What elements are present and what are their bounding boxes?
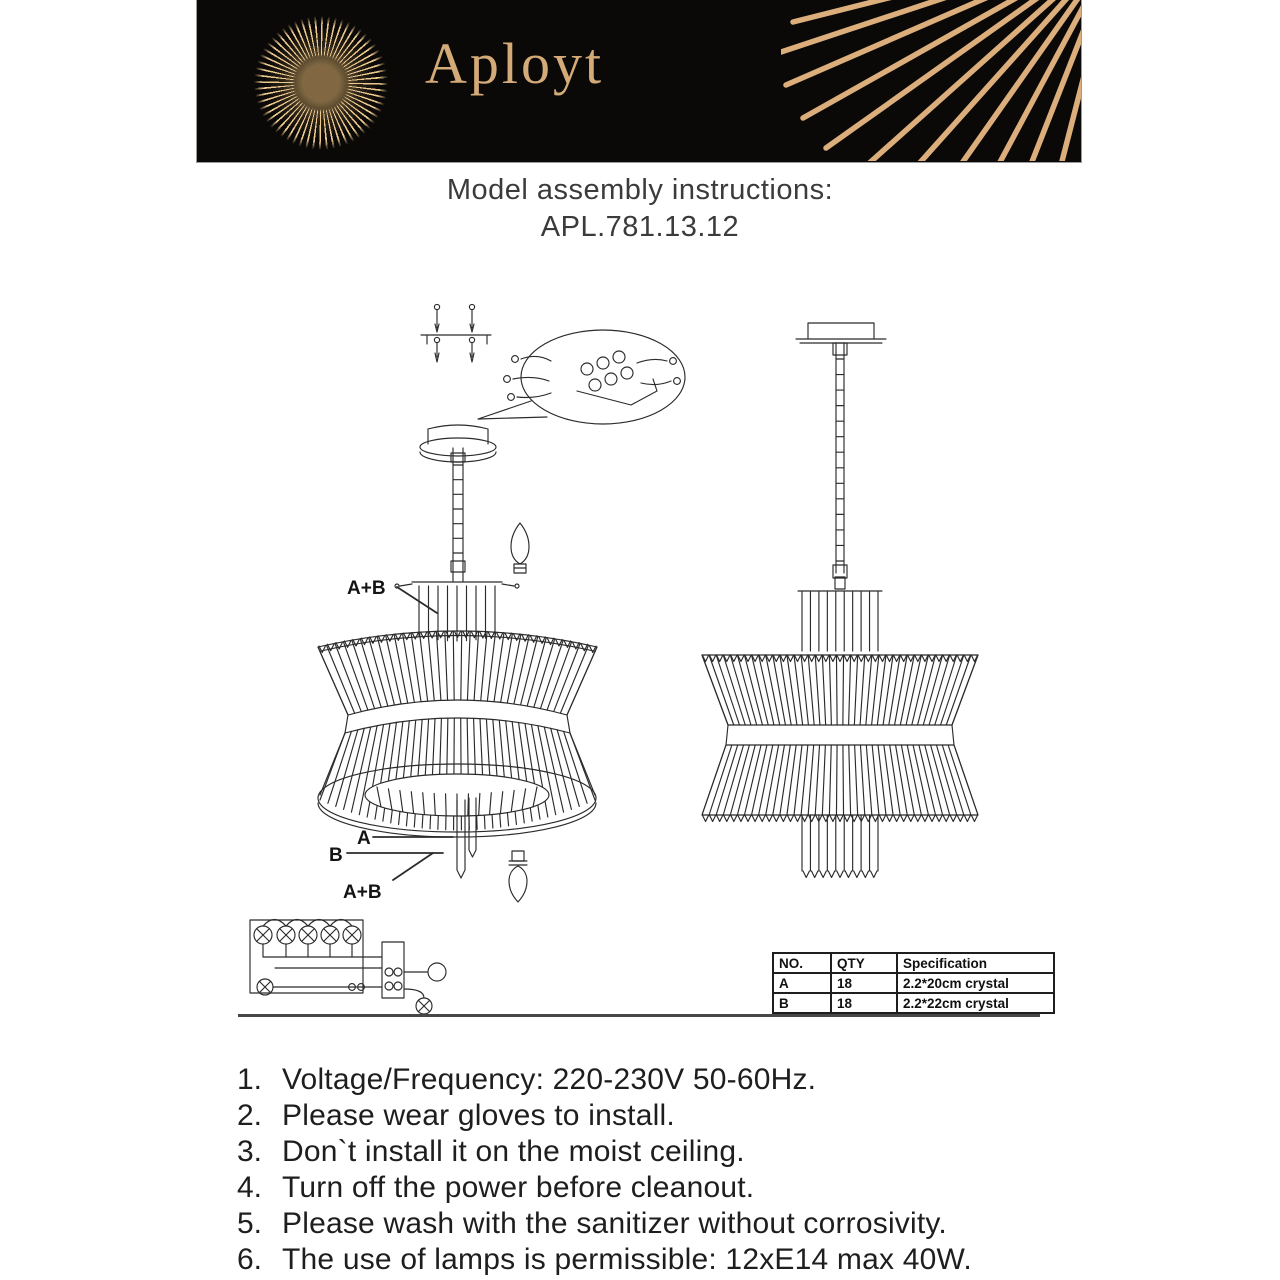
table-row	[773, 973, 1054, 993]
cell-no: A	[773, 973, 831, 993]
cell-spec: 2.2*22cm crystal	[897, 993, 1054, 1013]
candle-bulb-upper	[511, 523, 529, 573]
item-text: Please wear gloves to install.	[282, 1099, 675, 1132]
ceiling-plate	[796, 323, 886, 343]
item-number: 6.	[236, 1243, 262, 1276]
cell-qty: 18	[831, 993, 897, 1013]
list-item	[228, 1206, 972, 1242]
item-text: Turn off the power before cleanout.	[282, 1171, 755, 1204]
list-item	[228, 1062, 972, 1098]
item-text: The use of lamps is permissible: 12xE14 max 40W.	[282, 1243, 972, 1276]
label-crystal-a: A	[357, 828, 371, 849]
page-title: Model assembly instructions:	[446, 174, 834, 206]
cell-qty: 18	[831, 973, 897, 993]
col-header-no: NO.	[773, 953, 831, 973]
candle-bulb-lower	[509, 851, 527, 902]
lamp-symbols	[254, 926, 432, 1014]
exploded-view-diagram	[285, 295, 715, 920]
top-crystal-cluster	[798, 591, 882, 651]
lower-shade	[702, 745, 978, 822]
label-upper-assembly: A+B	[347, 578, 386, 599]
model-number: APL.781.13.12	[540, 211, 740, 243]
list-item	[228, 1242, 972, 1278]
side-elevation-diagram	[670, 315, 990, 895]
col-header-qty: QTY	[831, 953, 897, 973]
wiring-callout-bubble	[478, 330, 685, 424]
wiring-schematic	[240, 905, 480, 1020]
col-header-spec: Specification	[897, 953, 1054, 973]
wires	[263, 920, 428, 999]
middle-band	[345, 700, 570, 733]
upper-shade	[318, 631, 597, 715]
table-row	[773, 993, 1054, 1013]
middle-band	[726, 725, 954, 745]
hanging-chain	[833, 343, 847, 589]
item-number: 4.	[236, 1171, 262, 1204]
ceiling-hook-symbol	[428, 963, 446, 981]
label-crystal-b: B	[329, 845, 343, 866]
brand-banner	[196, 0, 1082, 163]
item-text: Don`t install it on the moist ceiling.	[282, 1135, 745, 1168]
item-number: 1.	[236, 1063, 262, 1096]
hanging-rod	[451, 448, 465, 581]
terminal-block-sketch	[504, 351, 681, 405]
brand-wordmark: Aployt	[425, 31, 605, 96]
item-number: 2.	[236, 1099, 262, 1132]
spec-table	[772, 952, 1055, 1014]
upper-shade	[702, 655, 978, 725]
item-number: 3.	[236, 1135, 262, 1168]
list-item	[228, 1098, 972, 1134]
starburst-logo-icon	[243, 5, 399, 161]
terminal-block	[349, 942, 404, 998]
divider-rule	[238, 1014, 1040, 1017]
mounting-bracket	[421, 304, 491, 362]
item-number: 5.	[236, 1207, 262, 1240]
gold-rays-decoration	[781, 0, 1081, 161]
bottom-crystal-cluster	[802, 815, 878, 878]
item-text: Voltage/Frequency: 220-230V 50-60Hz.	[282, 1063, 817, 1096]
cell-no: B	[773, 993, 831, 1013]
item-text: Please wash with the sanitizer without corrosivity.	[282, 1207, 947, 1240]
label-lower-assembly: A+B	[343, 882, 382, 903]
list-item	[228, 1170, 972, 1206]
cell-spec: 2.2*20cm crystal	[897, 973, 1054, 993]
instruction-list	[228, 1062, 972, 1278]
ceiling-canopy	[420, 425, 496, 462]
table-header-row	[773, 953, 1054, 973]
list-item	[228, 1134, 972, 1170]
